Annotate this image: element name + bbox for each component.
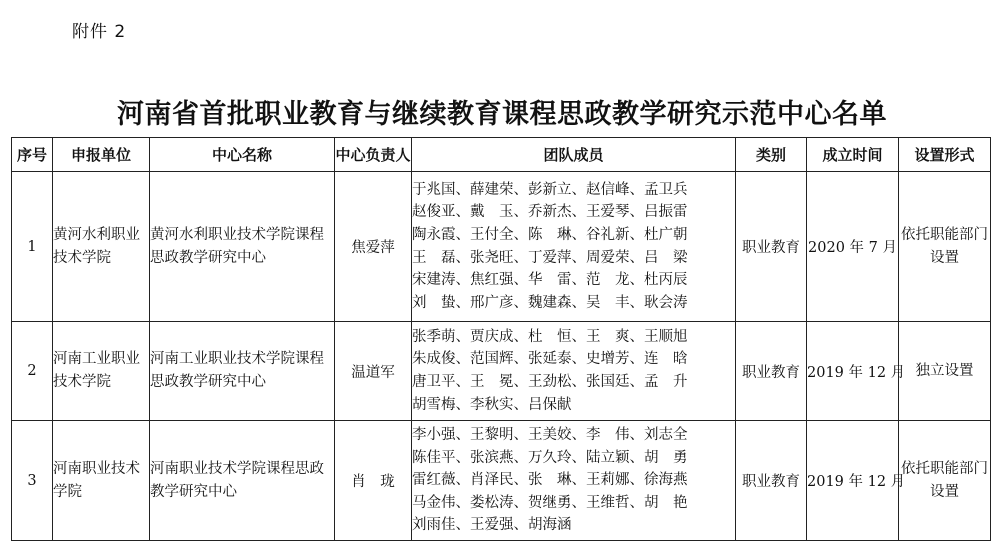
row-center-name: 黄河水利职业技术学院课程思政教学研究中心 (150, 172, 335, 322)
col-header-leader: 中心负责人 (335, 138, 412, 172)
header-row (12, 138, 991, 172)
row-unit: 河南职业技术学院 (53, 421, 150, 541)
row-no: 2 (12, 322, 53, 421)
col-header-members: 团队成员 (412, 138, 736, 172)
row-unit: 河南工业职业技术学院 (53, 322, 150, 421)
col-header-category: 类别 (736, 138, 807, 172)
row-category: 职业教育 (736, 421, 807, 541)
table-row (12, 421, 991, 541)
row-category: 职业教育 (736, 172, 807, 322)
row-center-name: 河南工业职业技术学院课程思政教学研究中心 (150, 322, 335, 421)
table-row (12, 322, 991, 421)
col-header-center: 中心名称 (150, 138, 335, 172)
row-category: 职业教育 (736, 322, 807, 421)
row-leader: 焦爱萍 (335, 172, 412, 322)
row-form: 依托职能部门设置 (899, 421, 991, 541)
row-center-name: 河南职业技术学院课程思政教学研究中心 (150, 421, 335, 541)
row-members: 于兆国、薛建荣、彭新立、赵信峰、孟卫兵 赵俊亚、戴 玉、乔新杰、王爱琴、吕振雷 陶永霞、王付全、陈 琳、谷礼新、杜广朝 王 磊、张尧旺、丁爱萍、周爱荣、吕 梁 宋建涛、焦红强、华 雷、范 龙、杜丙辰 刘 蛰、邢广彦、魏建森、吴 丰、耿会涛 (412, 172, 736, 322)
col-header-no: 序号 (12, 138, 53, 172)
row-established: 2019 年 12 月 (807, 421, 899, 541)
row-form: 依托职能部门设置 (899, 172, 991, 322)
row-leader: 肖 珑 (335, 421, 412, 541)
row-no: 3 (12, 421, 53, 541)
row-leader: 温道军 (335, 322, 412, 421)
attachment-label: 附件 2 (72, 22, 127, 42)
document-title: 河南省首批职业教育与继续教育课程思政教学研究示范中心名单 (117, 99, 887, 130)
row-unit: 黄河水利职业技术学院 (53, 172, 150, 322)
row-no: 1 (12, 172, 53, 322)
center-list-table (11, 137, 991, 541)
row-members: 李小强、王黎明、王美姣、李 伟、刘志全 陈佳平、张滨燕、万久玲、陆立颖、胡 勇 雷红薇、肖泽民、张 琳、王莉娜、徐海燕 马金伟、娄松涛、贺继勇、王维哲、胡 艳 刘雨佳、王爱强、胡海涵 (412, 421, 736, 541)
row-established: 2020 年 7 月 (807, 172, 899, 322)
col-header-established: 成立时间 (807, 138, 899, 172)
table-row (12, 172, 991, 322)
row-members: 张季萌、贾庆成、杜 恒、王 爽、王顺旭 朱成俊、范国辉、张延泰、史增芳、连 晗 唐卫平、王 冕、王劲松、张国廷、孟 升 胡雪梅、李秋实、吕保献 (412, 322, 736, 421)
col-header-unit: 申报单位 (53, 138, 150, 172)
row-form: 独立设置 (899, 322, 991, 421)
col-header-form: 设置形式 (899, 138, 991, 172)
row-established: 2019 年 12 月 (807, 322, 899, 421)
